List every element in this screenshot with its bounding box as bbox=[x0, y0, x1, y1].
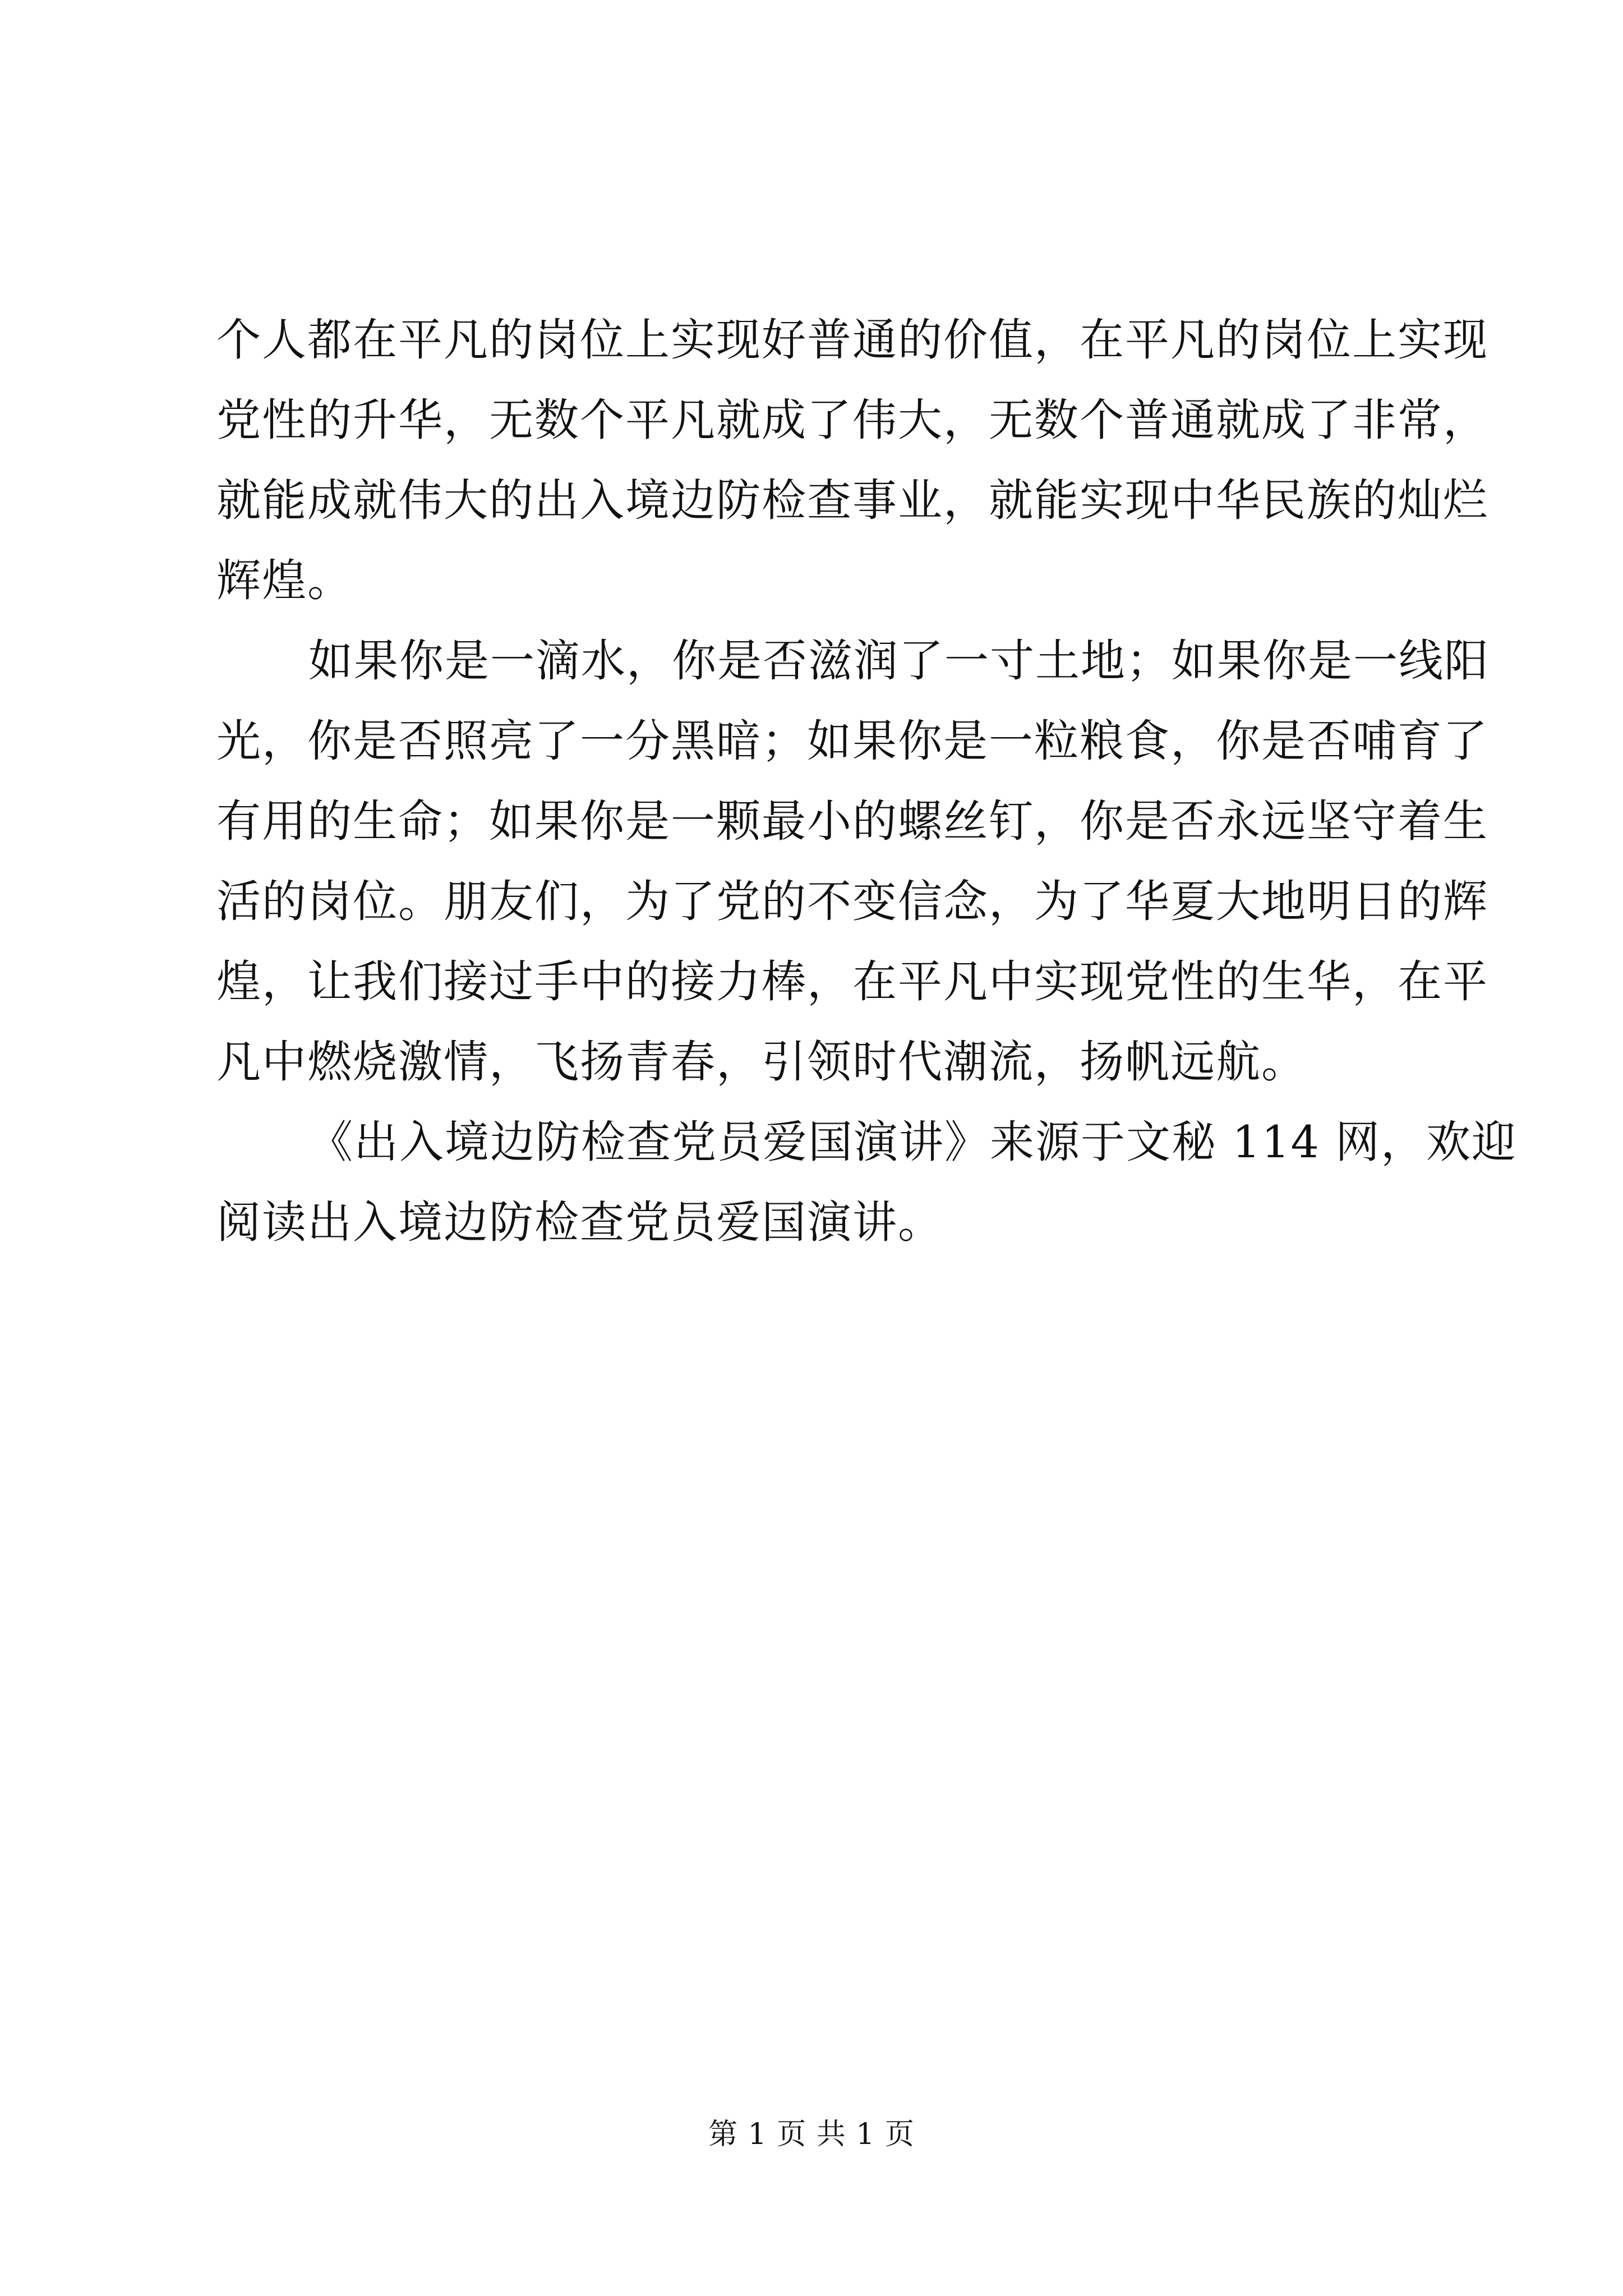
paragraph-line: 活的岗位。朋友们，为了党的不变信念，为了华夏大地明日的辉 bbox=[216, 876, 1488, 927]
paragraph-line: 有用的生命；如果你是一颗最小的螺丝钉，你是否永远坚守着生 bbox=[216, 795, 1488, 847]
paragraph-line: 党性的升华，无数个平凡就成了伟大，无数个普通就成了非常， bbox=[216, 394, 1488, 446]
paragraph-line: 如果你是一滴水，你是否滋润了一寸土地；如果你是一线阳 bbox=[308, 635, 1490, 687]
paragraph-continuation bbox=[216, 300, 1488, 621]
paragraph-line: 煌，让我们接过手中的接力棒，在平凡中实现党性的生华，在平 bbox=[216, 956, 1488, 1007]
paragraph-line: 个人都在平凡的岗位上实现好普通的价值，在平凡的岗位上实现 bbox=[216, 314, 1488, 366]
paragraph-line: 就能成就伟大的出入境边防检查事业，就能实现中华民族的灿烂 bbox=[216, 475, 1488, 526]
paragraph-source-note bbox=[216, 1102, 1518, 1263]
paragraph-line: 光，你是否照亮了一分黑暗；如果你是一粒粮食，你是否哺育了 bbox=[216, 715, 1488, 767]
paragraph-line: 阅读出入境边防检查党员爱国演讲。 bbox=[216, 1197, 943, 1248]
paragraph-line: 辉煌。 bbox=[216, 555, 353, 606]
paragraph-closing-appeal bbox=[216, 621, 1490, 1102]
paragraph-line: 《出入境边防检查党员爱国演讲》来源于文秘 114 网，欢迎 bbox=[308, 1116, 1518, 1168]
page-footer: 第 1 页 共 1 页 bbox=[708, 2118, 915, 2151]
paragraph-line: 凡中燃烧激情，飞扬青春，引领时代潮流，扬帆远航。 bbox=[216, 1036, 1307, 1088]
document-body bbox=[216, 300, 1518, 1263]
